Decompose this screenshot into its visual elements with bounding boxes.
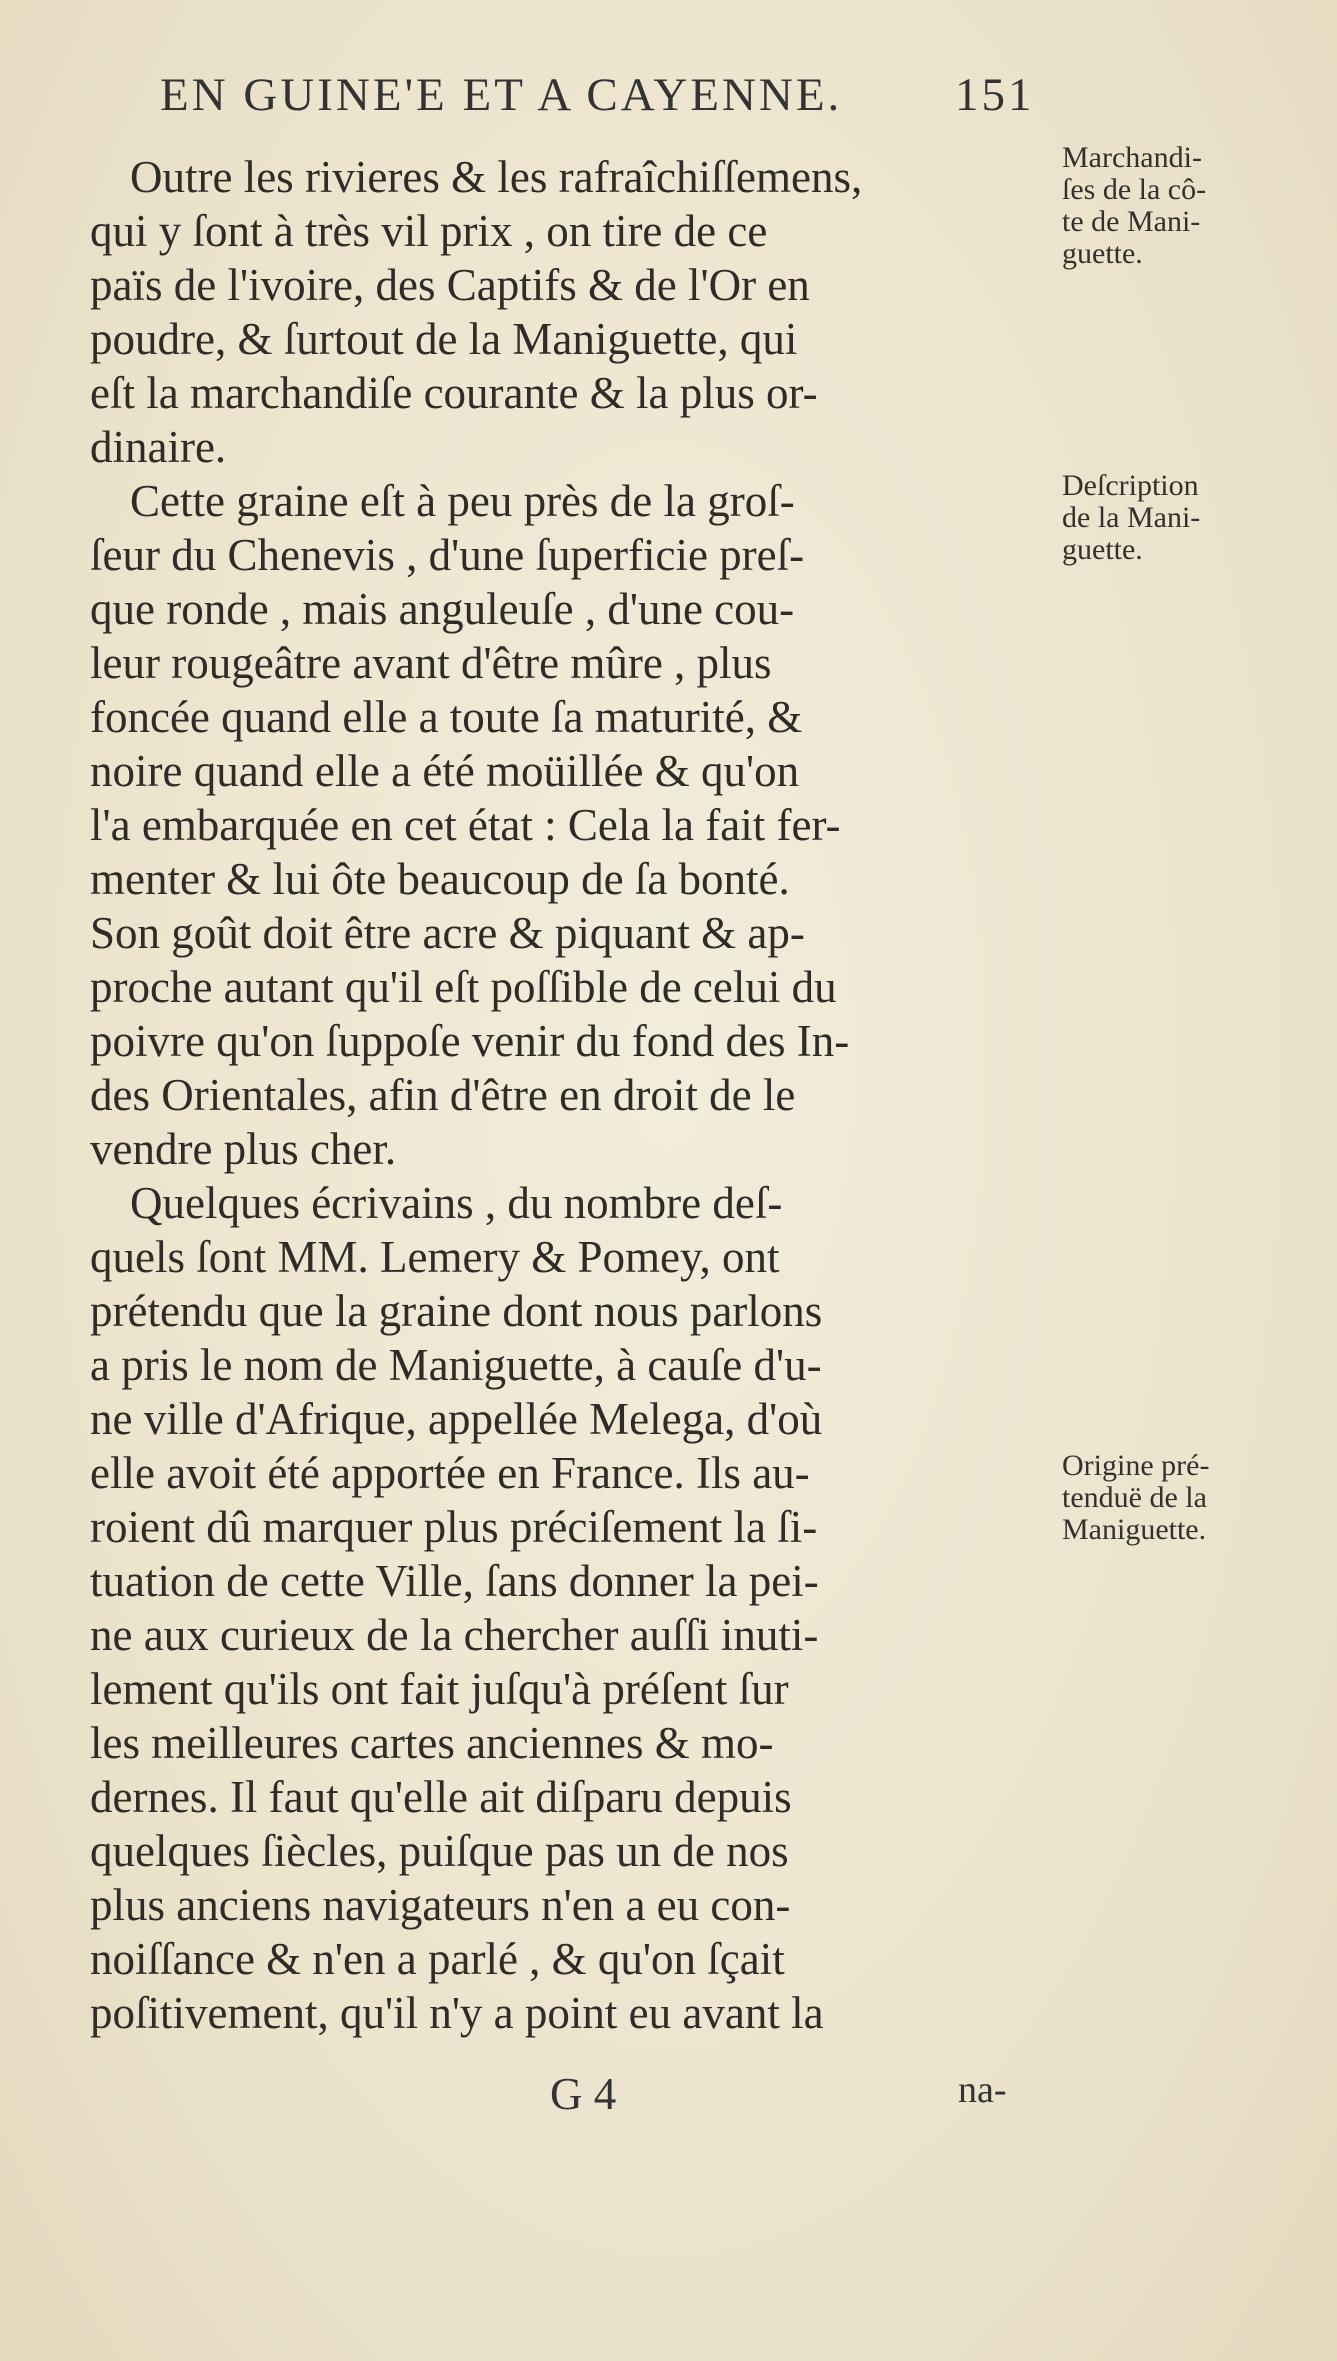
text-line: lement qu'ils ont fait juſqu'à préſent ſur xyxy=(90,1664,789,1714)
text-line: a pris le nom de Maniguette, à cauſe d'u- xyxy=(90,1340,822,1390)
text-line: ſeur du Chenevis , d'une ſuperficie preſ- xyxy=(90,530,805,580)
text-line: Son goût doit être acre & piquant & ap- xyxy=(90,908,805,958)
running-title: EN GUINE'E ET A CAYENNE. xyxy=(160,69,843,121)
text-line: Quelques écrivains , du nombre deſ- xyxy=(130,1178,783,1228)
text-line: ne aux curieux de la chercher auſſi inuti- xyxy=(90,1610,819,1660)
margin-note-line: guette. xyxy=(1062,237,1143,270)
text-line: que ronde , mais anguleuſe , d'une cou- xyxy=(90,584,795,634)
margin-note-line: tenduë de la xyxy=(1062,1481,1207,1514)
text-line: Outre les rivieres & les rafraîchiſſemens, xyxy=(130,152,863,202)
margin-note-line: Origine pré- xyxy=(1062,1449,1210,1482)
text-line: leur rougeâtre avant d'être mûre , plus xyxy=(90,638,772,688)
text-line: menter & lui ôte beaucoup de ſa bonté. xyxy=(90,854,790,904)
text-line: vendre plus cher. xyxy=(90,1124,397,1174)
margin-note-line: guette. xyxy=(1062,533,1143,566)
margin-note-line: te de Mani- xyxy=(1062,205,1201,238)
text-line: qui y ſont à très vil prix , on tire de ce xyxy=(90,206,768,256)
text-line: dernes. Il faut qu'elle ait diſparu depuis xyxy=(90,1772,792,1822)
text-line: les meilleures cartes anciennes & mo- xyxy=(90,1718,774,1768)
margin-note-line: ſes de la cô- xyxy=(1062,173,1207,206)
text-line: tuation de cette Ville, ſans donner la pei- xyxy=(90,1556,819,1606)
text-line: proche autant qu'il eſt poſſible de celui du xyxy=(90,962,837,1012)
text-line: quelques ſiècles, puiſque pas un de nos xyxy=(90,1826,789,1876)
running-head xyxy=(160,68,1060,128)
text-line: noiſſance & n'en a parlé , & qu'on ſçait xyxy=(90,1934,785,1984)
text-line: foncée quand elle a toute ſa maturité, & xyxy=(90,692,803,742)
text-line: poudre, & ſurtout de la Maniguette, qui xyxy=(90,314,798,364)
text-line: l'a embarquée en cet état : Cela la fait fer- xyxy=(90,800,841,850)
text-line: prétendu que la graine dont nous parlons xyxy=(90,1286,823,1336)
text-line: Cette graine eſt à peu près de la groſ- xyxy=(130,476,795,526)
text-line: quels ſont MM. Lemery & Pomey, ont xyxy=(90,1232,780,1282)
text-line: roient dû marquer plus préciſement la ſi- xyxy=(90,1502,818,1552)
text-line: des Orientales, afin d'être en droit de le xyxy=(90,1070,796,1120)
margin-note-line: Marchandi- xyxy=(1062,141,1202,174)
text-line: dinaire. xyxy=(90,422,227,472)
text-line: noire quand elle a été moüillée & qu'on xyxy=(90,746,800,796)
text-line: ne ville d'Afrique, appellée Melega, d'où xyxy=(90,1394,823,1444)
text-line: plus anciens navigateurs n'en a eu con- xyxy=(90,1880,791,1930)
margin-note-line: Maniguette. xyxy=(1062,1513,1207,1546)
signature-mark: G 4 xyxy=(550,2069,617,2119)
catchword: na- xyxy=(958,2069,1007,2111)
text-line: elle avoit été apportée en France. Ils au- xyxy=(90,1448,810,1498)
text-line: poſitivement, qu'il n'y a point eu avant la xyxy=(90,1988,824,2038)
margin-note-line: de la Mani- xyxy=(1062,501,1201,534)
text-line: poivre qu'on ſuppoſe venir du fond des In- xyxy=(90,1016,850,1066)
text-line: païs de l'ivoire, des Captifs & de l'Or en xyxy=(90,260,810,310)
margin-note-line: Deſcription xyxy=(1062,469,1199,502)
page-number: 151 xyxy=(955,69,1035,121)
text-line: eſt la marchandiſe courante & la plus or- xyxy=(90,368,818,418)
